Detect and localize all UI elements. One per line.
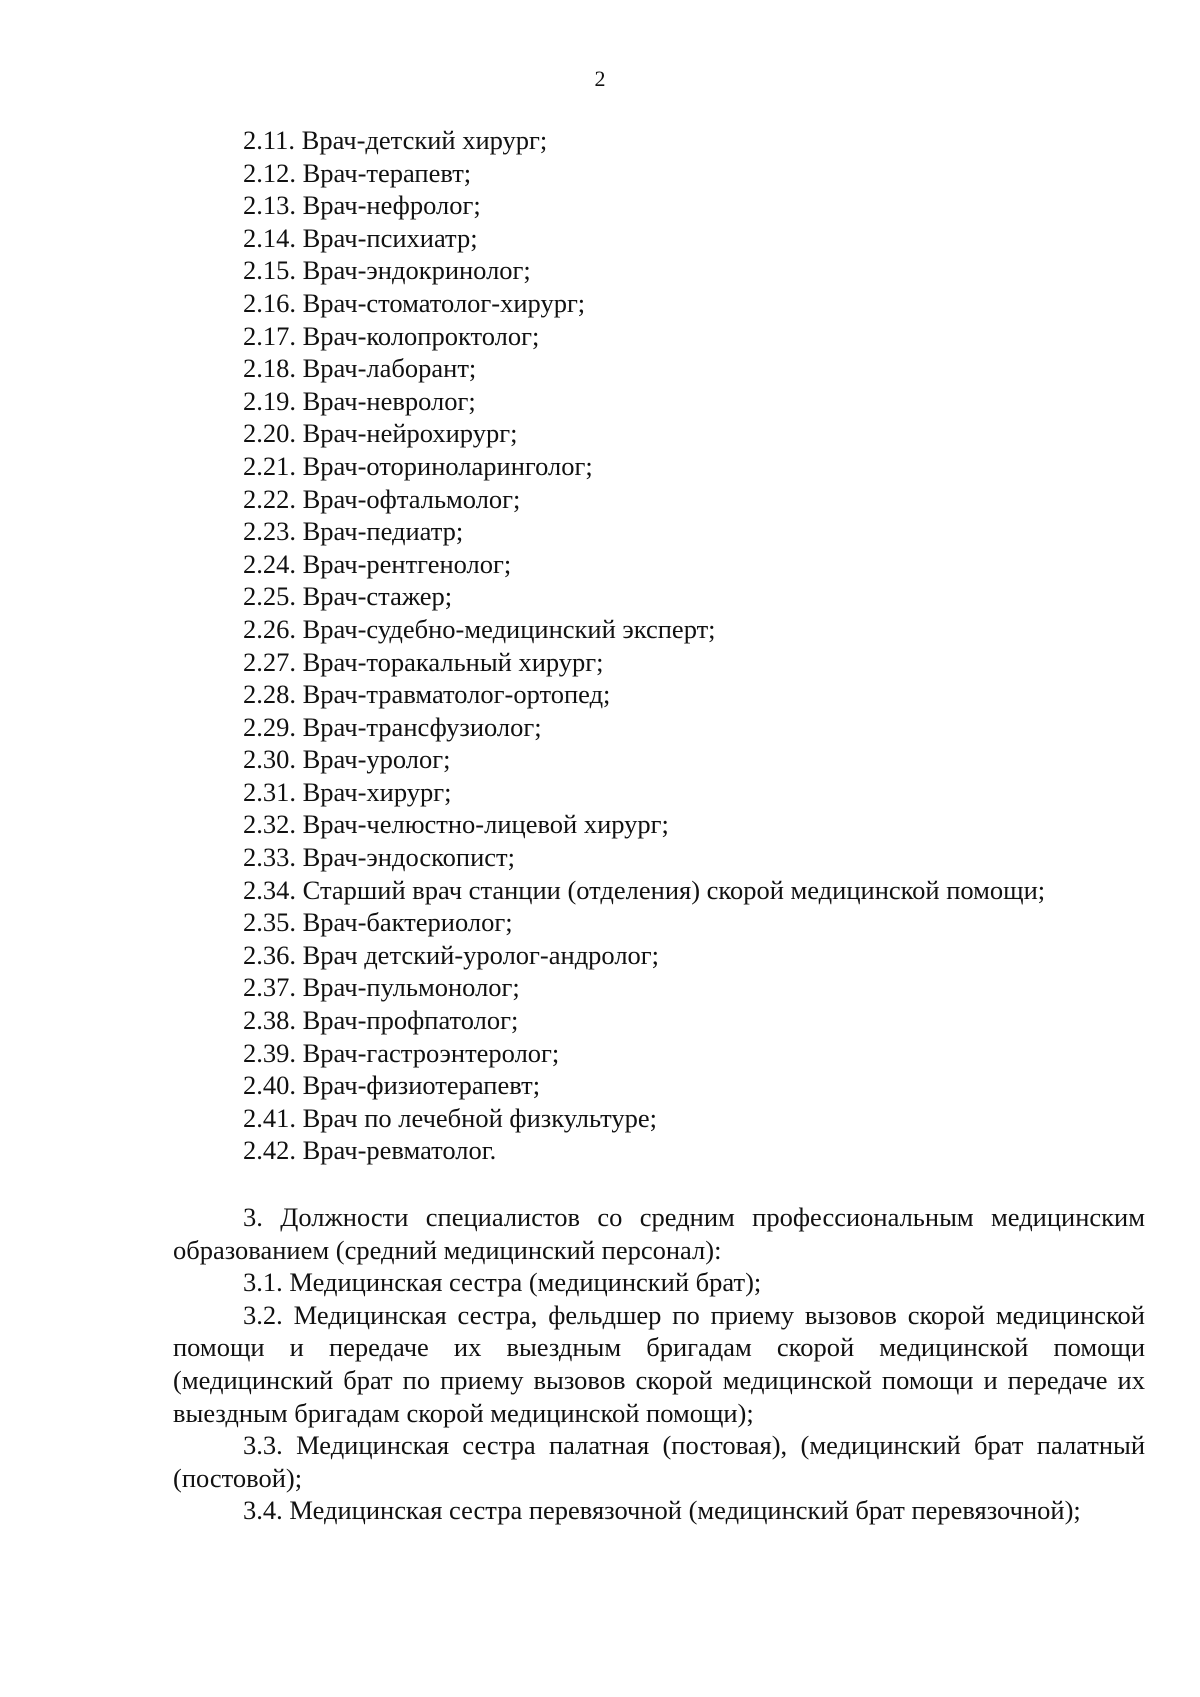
list-item: 2.34. Старший врач станции (отделения) скорой медицинской помощи; bbox=[243, 874, 1046, 905]
list-item: 2.22. Врач-офтальмолог; bbox=[243, 483, 521, 514]
list-item: 2.20. Врач-нейрохирург; bbox=[243, 418, 518, 449]
list-item: 2.40. Врач-физиотерапевт; bbox=[243, 1070, 541, 1101]
section-item: 3.2. Медицинская сестра, фельдшер по приему вызовов скорой медицинской помощи и передаче их выездным бригадам скорой медицинской помощи (медицинский брат по приему вызовов скорой медицинской помощи и передаче их выездным бригадам скорой медицинской помощи); bbox=[173, 1299, 1145, 1428]
section-item: 3.4. Медицинская сестра перевязочной (медицинский брат перевязочной); bbox=[243, 1495, 1081, 1526]
list-item: 2.13. Врач-нефролог; bbox=[243, 190, 481, 221]
list-item: 2.24. Врач-рентгенолог; bbox=[243, 548, 512, 579]
list-item: 2.29. Врач-трансфузиолог; bbox=[243, 711, 542, 742]
list-item: 2.23. Врач-педиатр; bbox=[243, 516, 464, 547]
list-item: 2.38. Врач-профпатолог; bbox=[243, 1005, 519, 1036]
list-item: 2.19. Врач-невролог; bbox=[243, 385, 476, 416]
list-item: 2.14. Врач-психиатр; bbox=[243, 222, 478, 253]
section-3 bbox=[173, 1201, 1145, 1527]
list-item: 2.28. Врач-травматолог-ортопед; bbox=[243, 679, 611, 710]
list-item: 2.18. Врач-лаборант; bbox=[243, 353, 477, 384]
section-item: 3.3. Медицинская сестра палатная (постовая), (медицинский брат палатный (постовой); bbox=[173, 1430, 1145, 1493]
list-item: 2.27. Врач-торакальный хирург; bbox=[243, 646, 604, 677]
list-item: 2.39. Врач-гастроэнтеролог; bbox=[243, 1037, 560, 1068]
list-item: 2.21. Врач-оториноларинголог; bbox=[243, 450, 593, 481]
list-item: 2.17. Врач-колопроктолог; bbox=[243, 320, 540, 351]
list-item: 2.41. Врач по лечебной физкультуре; bbox=[243, 1102, 657, 1133]
position-list bbox=[243, 124, 1143, 1167]
list-item: 2.16. Врач-стоматолог-хирург; bbox=[243, 287, 586, 318]
list-item: 2.25. Врач-стажер; bbox=[243, 581, 453, 612]
list-item: 2.31. Врач-хирург; bbox=[243, 776, 452, 807]
list-item: 2.42. Врач-ревматолог. bbox=[243, 1135, 497, 1166]
list-item: 2.11. Врач-детский хирург; bbox=[243, 125, 548, 155]
list-item: 2.36. Врач детский-уролог-андролог; bbox=[243, 939, 660, 970]
list-item: 2.32. Врач-челюстно-лицевой хирург; bbox=[243, 809, 669, 840]
list-item: 2.35. Врач-бактериолог; bbox=[243, 907, 513, 938]
list-item: 2.30. Врач-уролог; bbox=[243, 744, 451, 775]
page-number: 2 bbox=[594, 66, 606, 91]
list-item: 2.26. Врач-судебно-медицинский эксперт; bbox=[243, 613, 716, 644]
section-heading: 3. Должности специалистов со средним профессиональным медицинским образованием (средний медицинский персонал): bbox=[173, 1202, 1145, 1265]
list-item: 2.37. Врач-пульмонолог; bbox=[243, 972, 520, 1003]
list-item: 2.15. Врач-эндокринолог; bbox=[243, 255, 531, 286]
section-item: 3.1. Медицинская сестра (медицинский брат); bbox=[243, 1267, 762, 1298]
list-item: 2.33. Врач-эндоскопист; bbox=[243, 842, 515, 873]
list-item: 2.12. Врач-терапевт; bbox=[243, 157, 472, 188]
